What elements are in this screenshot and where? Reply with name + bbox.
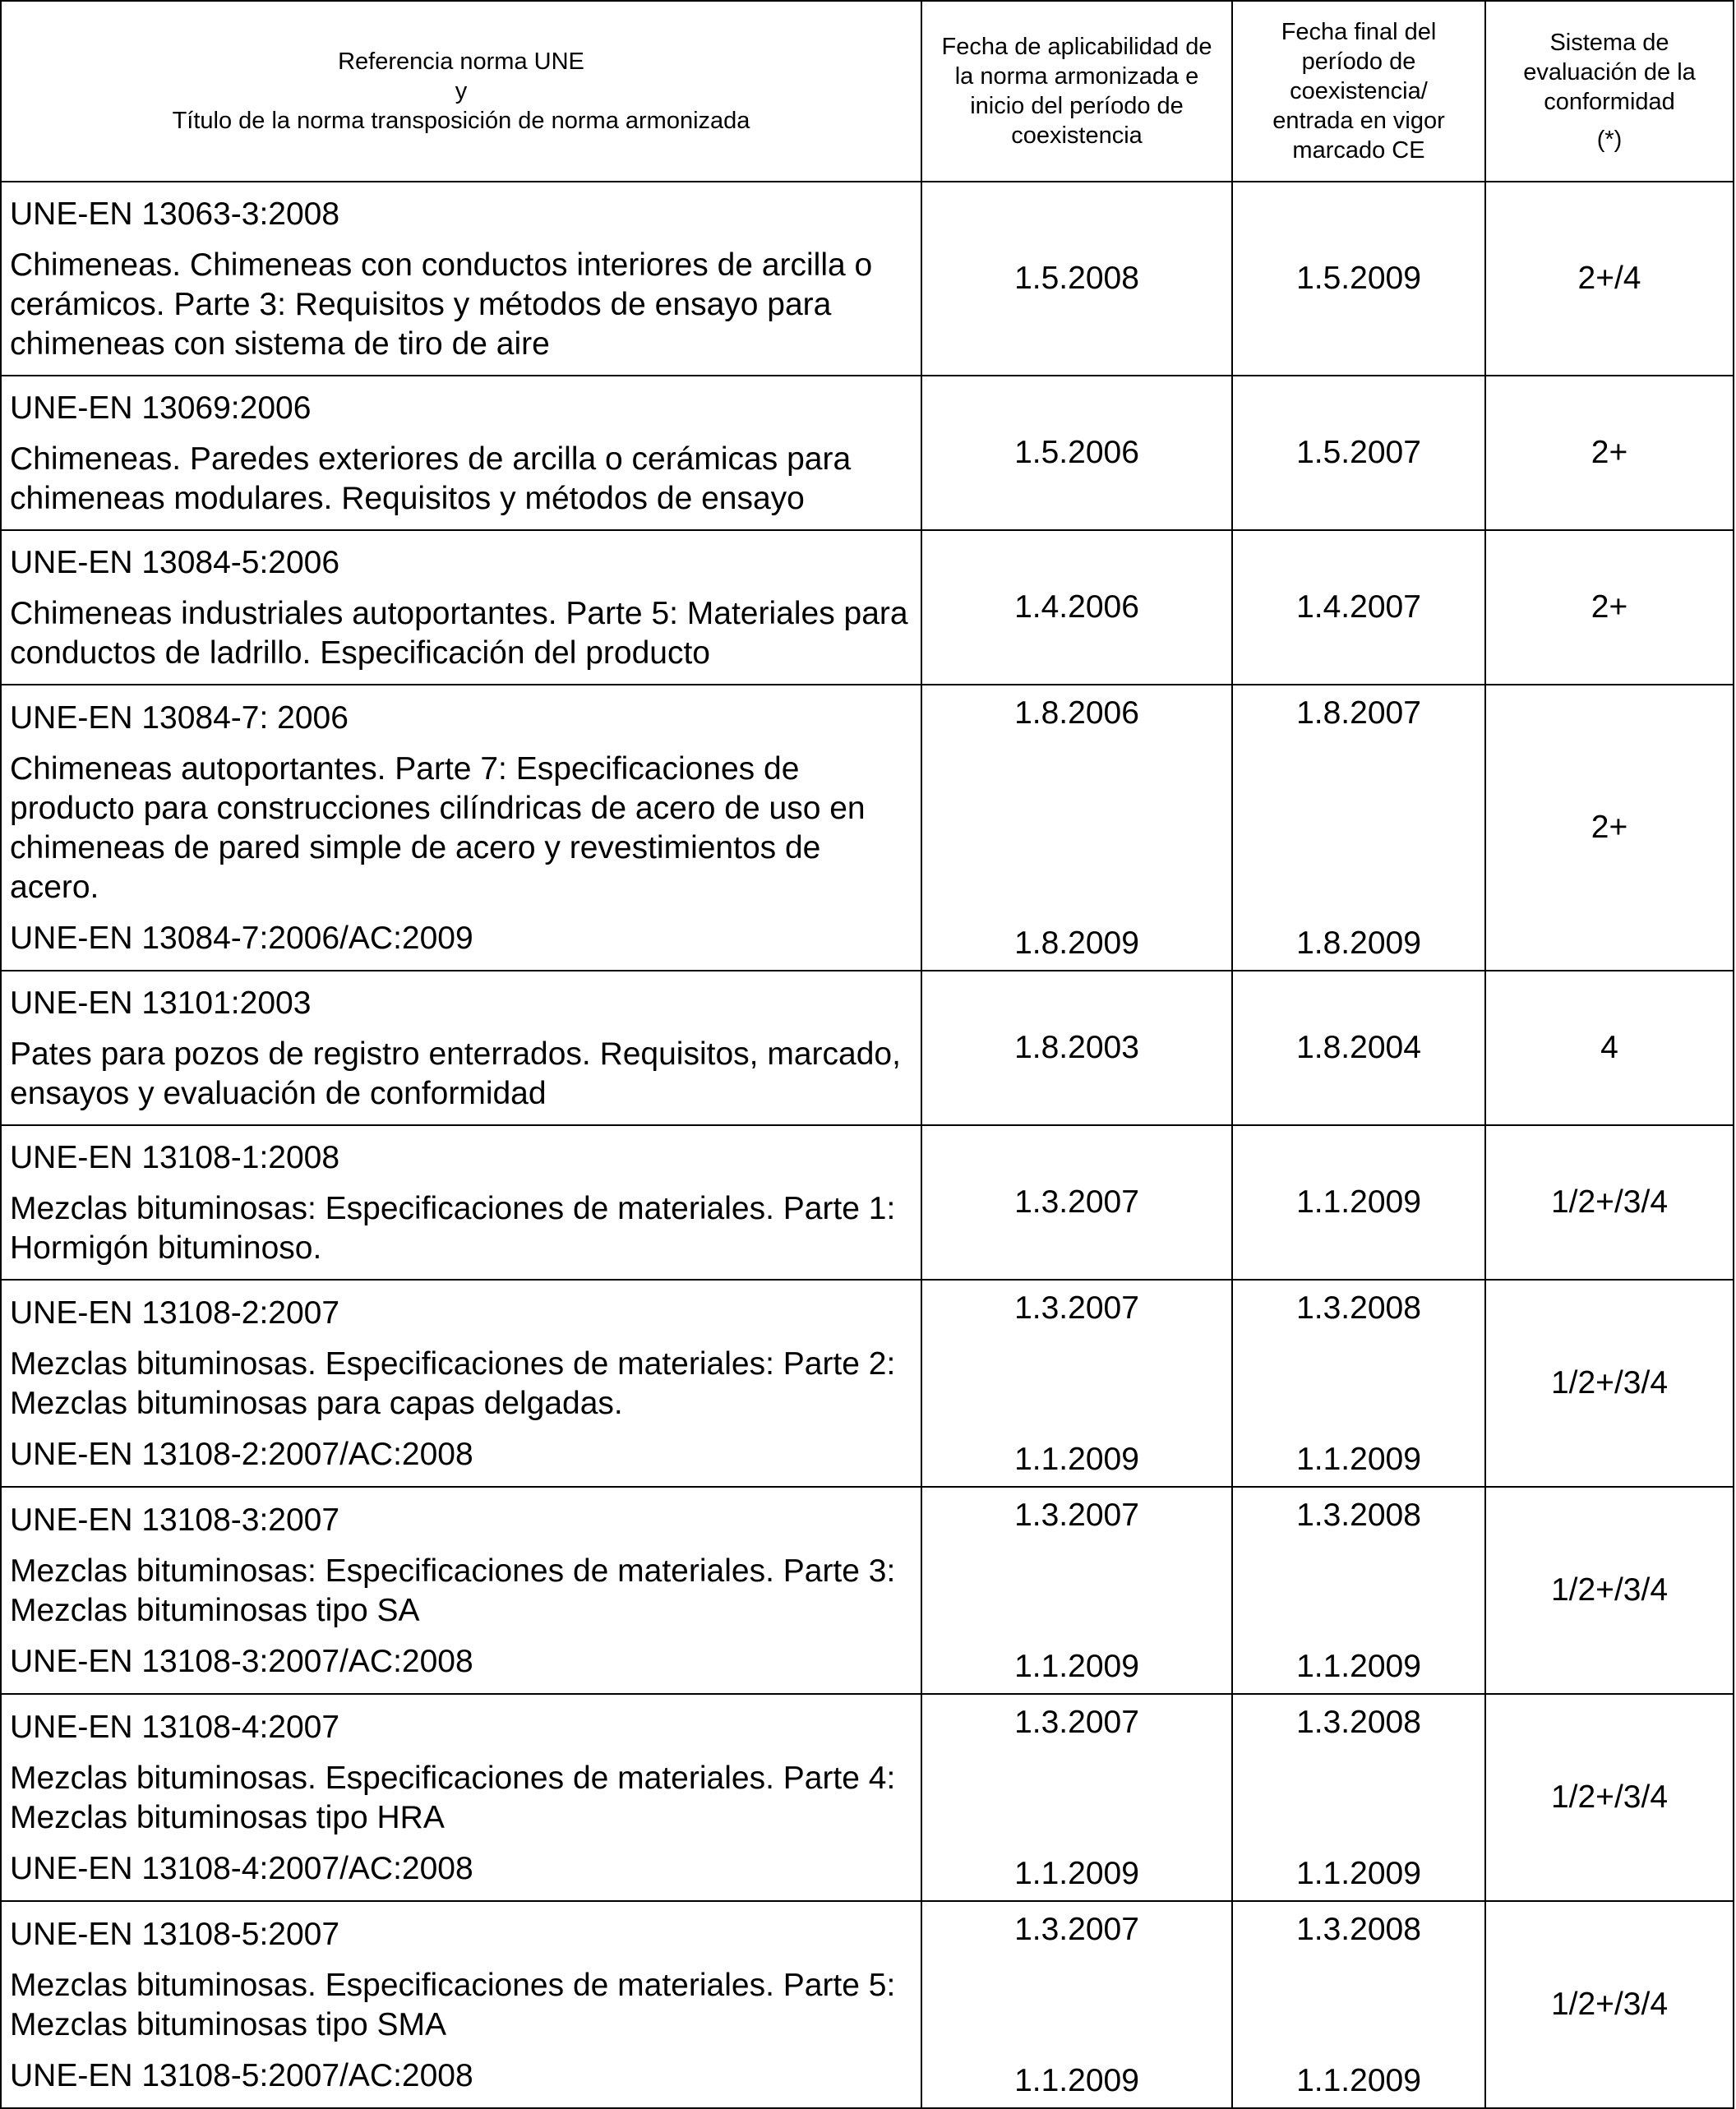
standard-reference: UNE-EN 13069:2006 xyxy=(10,390,312,426)
table-row xyxy=(1,1487,1734,1694)
applicability-date: 1.8.2003 xyxy=(1014,1030,1139,1065)
table-row xyxy=(1,1694,1734,1901)
applicability-date: 1.5.2008 xyxy=(1014,261,1139,296)
conformity-system-cell xyxy=(1485,1125,1734,1280)
standard-reference-cell xyxy=(1,1280,921,1487)
coexistence-end-date-cell xyxy=(1232,1280,1485,1487)
conformity-system-cell xyxy=(1485,685,1734,971)
header-conformity-system xyxy=(1485,1,1734,182)
conformity-system: 4 xyxy=(1600,1030,1618,1065)
header-reference-title xyxy=(1,1,921,182)
applicability-date: 1.4.2006 xyxy=(1014,589,1139,625)
header-col1-line2: y xyxy=(455,78,468,104)
coexistence-end-date: 1.3.2008 xyxy=(1296,1290,1421,1326)
amendment-reference: UNE-EN 13084-7:2006/AC:2009 xyxy=(10,921,473,956)
coexistence-end-date-cell xyxy=(1232,530,1485,685)
header-col1-line3: Título de la norma transposición de norma armonizada xyxy=(172,108,750,134)
applicability-date: 1.3.2007 xyxy=(1014,1184,1139,1220)
applicability-date: 1.5.2006 xyxy=(1014,435,1139,470)
applicability-date-cell xyxy=(921,1694,1232,1901)
conformity-system: 2+ xyxy=(1591,810,1628,845)
applicability-date: 1.8.2006 xyxy=(1014,695,1139,731)
conformity-system-cell xyxy=(1485,182,1734,376)
coexistence-end-date: 1.5.2007 xyxy=(1296,435,1421,470)
standard-reference-cell xyxy=(1,1901,921,2108)
amendment-applicability-date: 1.1.2009 xyxy=(1014,1442,1139,1477)
standard-reference-cell xyxy=(1,182,921,376)
conformity-system-cell xyxy=(1485,1487,1734,1694)
conformity-system-cell xyxy=(1485,1901,1734,2108)
coexistence-end-date: 1.3.2008 xyxy=(1296,1912,1421,1947)
coexistence-end-date: 1.8.2007 xyxy=(1296,695,1421,731)
header-coexistence-end: Fecha final del período de coexistencia/ entrada en vigor marcado CE xyxy=(1232,1,1485,182)
standard-title: Mezclas bituminosas. Especificaciones de materiales. Parte 5: Mezclas bituminosas tipo SMA xyxy=(10,1968,896,2042)
standard-reference-cell xyxy=(1,530,921,685)
coexistence-end-date: 1.1.2009 xyxy=(1296,1184,1421,1220)
conformity-system-cell xyxy=(1485,530,1734,685)
coexistence-end-date-cell xyxy=(1232,1125,1485,1280)
standard-title: Chimeneas autoportantes. Parte 7: Especificaciones de producto para construcciones cilíndricas de acero de uso en chimeneas de pared simple de acero y revestimientos de acero. xyxy=(10,751,866,905)
coexistence-end-date-cell xyxy=(1232,971,1485,1125)
amendment-reference: UNE-EN 13108-4:2007/AC:2008 xyxy=(10,1851,473,1886)
coexistence-end-date-cell xyxy=(1232,1901,1485,2108)
table-row xyxy=(1,1280,1734,1487)
standard-title: Mezclas bituminosas. Especificaciones de materiales. Parte 4: Mezclas bituminosas tipo HRA xyxy=(10,1761,896,1835)
coexistence-end-date-cell xyxy=(1232,1487,1485,1694)
applicability-date: 1.3.2007 xyxy=(1014,1705,1139,1740)
standard-title: Mezclas bituminosas: Especificaciones de materiales. Parte 1: Hormigón bituminoso. xyxy=(10,1191,896,1266)
table-row xyxy=(1,685,1734,971)
applicability-date: 1.3.2007 xyxy=(1014,1498,1139,1533)
amendment-coexistence-end-date: 1.1.2009 xyxy=(1296,2063,1421,2098)
standard-reference: UNE-EN 13101:2003 xyxy=(10,985,312,1021)
amendment-coexistence-end-date: 1.1.2009 xyxy=(1296,1649,1421,1684)
applicability-date-cell xyxy=(921,376,1232,530)
standard-title: Mezclas bituminosas. Especificaciones de materiales: Parte 2: Mezclas bituminosas para capas delgadas. xyxy=(10,1346,896,1421)
amendment-coexistence-end-date: 1.1.2009 xyxy=(1296,1856,1421,1891)
standard-title: Chimeneas. Paredes exteriores de arcilla o cerámicas para chimeneas modulares. Requisitos y métodos de ensayo xyxy=(10,441,852,516)
table-row xyxy=(1,182,1734,376)
amendment-applicability-date: 1.1.2009 xyxy=(1014,2063,1139,2098)
table-row xyxy=(1,971,1734,1125)
coexistence-end-date-cell xyxy=(1232,376,1485,530)
standard-reference: UNE-EN 13108-2:2007 xyxy=(10,1295,340,1331)
conformity-system: 2+ xyxy=(1591,435,1628,470)
conformity-system: 1/2+/3/4 xyxy=(1550,1987,1669,2022)
applicability-date: 1.3.2007 xyxy=(1014,1290,1139,1326)
header-col4-note: (*) xyxy=(1596,127,1623,153)
standard-reference: UNE-EN 13084-7: 2006 xyxy=(10,700,349,736)
coexistence-end-date-cell xyxy=(1232,685,1485,971)
amendment-coexistence-end-date: 1.8.2009 xyxy=(1296,925,1421,961)
standard-reference-cell xyxy=(1,685,921,971)
applicability-date-cell xyxy=(921,971,1232,1125)
coexistence-end-date: 1.4.2007 xyxy=(1296,589,1421,625)
conformity-system-cell xyxy=(1485,376,1734,530)
coexistence-end-date-cell xyxy=(1232,182,1485,376)
table-row xyxy=(1,1901,1734,2108)
amendment-applicability-date: 1.1.2009 xyxy=(1014,1649,1139,1684)
standard-reference-cell xyxy=(1,1694,921,1901)
conformity-system: 1/2+/3/4 xyxy=(1550,1572,1669,1608)
header-col4-text: Sistema de evaluación de la conformidad xyxy=(1523,30,1696,115)
standard-reference: UNE-EN 13108-4:2007 xyxy=(10,1710,340,1745)
standard-reference-cell xyxy=(1,1125,921,1280)
amendment-applicability-date: 1.8.2009 xyxy=(1014,925,1139,961)
conformity-system-cell xyxy=(1485,971,1734,1125)
conformity-system: 1/2+/3/4 xyxy=(1550,1184,1669,1220)
header-applicability-date: Fecha de aplicabilidad de la norma armonizada e inicio del período de coexistencia xyxy=(921,1,1232,182)
standard-title: Chimeneas. Chimeneas con conductos interiores de arcilla o cerámicos. Parte 3: Requisitos y métodos de ensayo para chimeneas con sistema de tiro de aire xyxy=(10,247,873,362)
applicability-date-cell xyxy=(921,530,1232,685)
table-row xyxy=(1,376,1734,530)
conformity-system: 1/2+/3/4 xyxy=(1550,1779,1669,1815)
applicability-date: 1.3.2007 xyxy=(1014,1912,1139,1947)
amendment-reference: UNE-EN 13108-3:2007/AC:2008 xyxy=(10,1644,473,1679)
conformity-system-cell xyxy=(1485,1694,1734,1901)
table-header-row xyxy=(1,1,1734,182)
amendment-applicability-date: 1.1.2009 xyxy=(1014,1856,1139,1891)
standard-reference: UNE-EN 13108-5:2007 xyxy=(10,1917,340,1952)
conformity-system: 2+ xyxy=(1591,589,1628,625)
coexistence-end-date: 1.3.2008 xyxy=(1296,1498,1421,1533)
applicability-date-cell xyxy=(921,182,1232,376)
applicability-date-cell xyxy=(921,1280,1232,1487)
standard-reference: UNE-EN 13063-3:2008 xyxy=(10,196,340,232)
standard-title: Chimeneas industriales autoportantes. Parte 5: Materiales para conductos de ladrillo. Especificación del producto xyxy=(10,596,908,671)
table-row xyxy=(1,1125,1734,1280)
standard-title: Pates para pozos de registro enterrados. Requisitos, marcado, ensayos y evaluación de conformidad xyxy=(10,1036,901,1111)
table-row xyxy=(1,530,1734,685)
coexistence-end-date-cell xyxy=(1232,1694,1485,1901)
applicability-date-cell xyxy=(921,1125,1232,1280)
applicability-date-cell xyxy=(921,1487,1232,1694)
standard-reference: UNE-EN 13084-5:2006 xyxy=(10,545,340,580)
applicability-date-cell xyxy=(921,685,1232,971)
amendment-reference: UNE-EN 13108-2:2007/AC:2008 xyxy=(10,1437,473,1472)
standard-reference: UNE-EN 13108-1:2008 xyxy=(10,1140,340,1175)
standard-title: Mezclas bituminosas: Especificaciones de materiales. Parte 3: Mezclas bituminosas tipo SA xyxy=(10,1553,896,1628)
standard-reference-cell xyxy=(1,376,921,530)
conformity-system-cell xyxy=(1485,1280,1734,1487)
conformity-system: 1/2+/3/4 xyxy=(1550,1365,1669,1401)
coexistence-end-date: 1.3.2008 xyxy=(1296,1705,1421,1740)
amendment-coexistence-end-date: 1.1.2009 xyxy=(1296,1442,1421,1477)
standard-reference-cell xyxy=(1,1487,921,1694)
applicability-date-cell xyxy=(921,1901,1232,2108)
standard-reference-cell xyxy=(1,971,921,1125)
coexistence-end-date: 1.8.2004 xyxy=(1296,1030,1421,1065)
table-body xyxy=(1,182,1734,2108)
conformity-system: 2+/4 xyxy=(1577,261,1641,296)
standard-reference: UNE-EN 13108-3:2007 xyxy=(10,1502,340,1538)
amendment-reference: UNE-EN 13108-5:2007/AC:2008 xyxy=(10,2058,473,2093)
coexistence-end-date: 1.5.2009 xyxy=(1296,261,1421,296)
header-col1-line1: Referencia norma UNE xyxy=(338,48,584,75)
